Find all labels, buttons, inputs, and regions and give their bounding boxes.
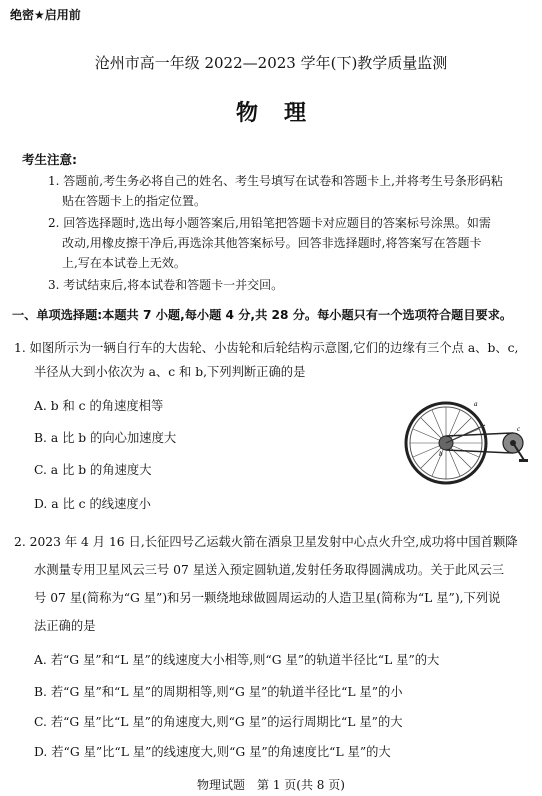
question-1-stem-line: 1. 如图所示为一辆自行车的大齿轮、小齿轮和后轮结构示意图,它们的边缘有三个点 a、b、c, — [14, 341, 519, 355]
question-2-option-d: D. 若“G 星”比“L 星”的线速度大,则“G 星”的角速度比“L 星”的大 — [34, 745, 391, 759]
point-a-label: a — [474, 400, 478, 408]
question-2-option-c: C. 若“G 星”比“L 星”的角速度大,则“G 星”的运行周期比“L 星”的大 — [34, 715, 403, 729]
section-heading: 一、单项选择题:本题共 7 小题,每小题 4 分,共 28 分。每小题只有一个选项符合题目要求。 — [12, 308, 513, 322]
question-1-option-a: A. b 和 c 的角速度相等 — [34, 399, 164, 413]
notice-line: 3. 考试结束后,将本试卷和答题卡一并交回。 — [48, 278, 284, 292]
bicycle-gear-figure — [400, 400, 530, 490]
notice-line: 贴在答题卡上的指定位置。 — [62, 194, 207, 208]
question-1-option-d: D. a 比 c 的线速度小 — [34, 497, 151, 511]
question-2-stem-line: 2. 2023 年 4 月 16 日,长征四号乙运载火箭在酒泉卫星发射中心点火升空,成功将中国首颗降 — [14, 535, 518, 549]
notice-line: 2. 回答选择题时,选出每小题答案后,用铅笔把答题卡对应题目的答案标号涂黑。如需 — [48, 216, 491, 230]
question-2-stem-line: 水测量专用卫星风云三号 07 星送入预定圆轨道,发射任务取得圆满成功。关于此风云三 — [34, 563, 505, 577]
page-footer: 物理试题 第 1 页(共 8 页) — [197, 778, 345, 792]
point-b-label: b — [439, 450, 443, 458]
notice-line: 上,写在本试卷上无效。 — [62, 256, 186, 270]
chain-bottom — [446, 450, 513, 453]
question-1-option-b: B. a 比 b 的向心加速度大 — [34, 431, 177, 445]
notice-line: 改动,用橡皮擦干净后,再选涂其他答案标号。回答非选择题时,将答案写在答题卡 — [62, 236, 482, 250]
question-1-option-c: C. a 比 b 的角速度大 — [34, 463, 152, 477]
notice-heading: 考生注意: — [22, 152, 77, 167]
pedal — [519, 459, 528, 462]
exam-title: 沧州市高一年级 2022—2023 学年(下)教学质量监测 — [94, 54, 448, 72]
confidential-label: 绝密★启用前 — [10, 8, 81, 22]
question-1-stem-line: 半径从大到小依次为 a、c 和 b,下列判断正确的是 — [34, 365, 306, 379]
question-2-option-b: B. 若“G 星”和“L 星”的周期相等,则“G 星”的轨道半径比“L 星”的小 — [34, 685, 403, 699]
question-2-stem-line: 法正确的是 — [34, 619, 96, 633]
chain-top — [446, 433, 513, 436]
subject-title: 物理 — [235, 101, 332, 126]
question-2-stem-line: 号 07 星(简称为“G 星”)和另一颗绕地球做圆周运动的人造卫星(简称为“L 星”),下列说 — [34, 591, 501, 605]
notice-line: 1. 答题前,考生务必将自己的姓名、考生号填写在试卷和答题卡上,并将考生号条形码粘 — [48, 174, 503, 188]
point-c-label: c — [517, 425, 521, 433]
question-2-option-a: A. 若“G 星”和“L 星”的线速度大小相等,则“G 星”的轨道半径比“L 星”的大 — [34, 653, 440, 667]
